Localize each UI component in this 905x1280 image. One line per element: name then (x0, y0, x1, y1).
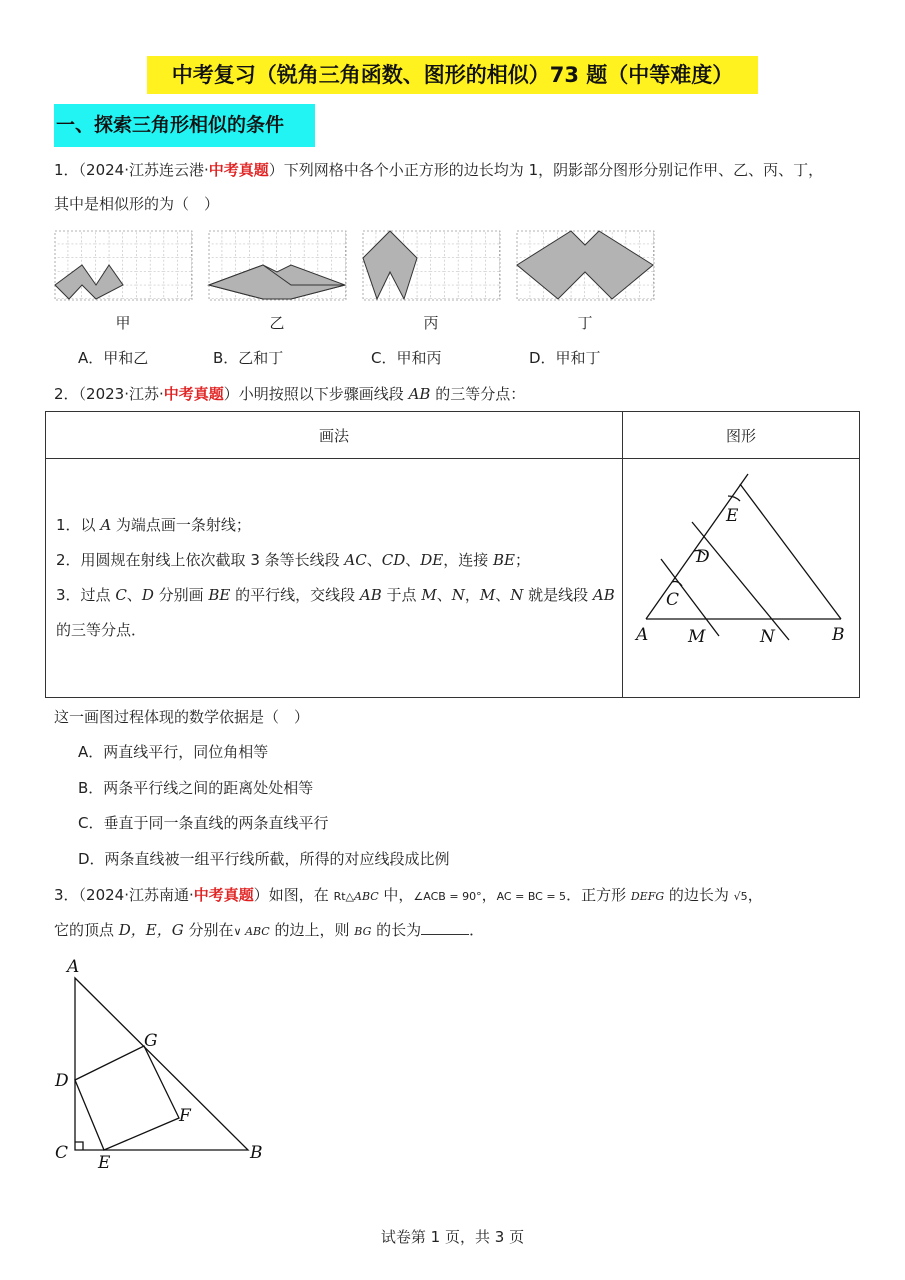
q2-step3-cont: 的三等分点． (56, 621, 147, 639)
point-n: N (760, 627, 775, 647)
figure-label-ding: 丁 (577, 314, 593, 332)
point-f: F (179, 1106, 191, 1126)
q2-step2: 2．用圆规在射线上依次截取 3 条等长线段 AC、CD、DE，连接 BE； (56, 551, 531, 569)
q2-header-method: 画法 (46, 412, 623, 459)
parallel-through-d (692, 522, 789, 640)
figure-jia (55, 231, 192, 300)
q2-option-a: A．两直线平行，同位角相等 (78, 743, 269, 761)
q1-grid-figures (54, 230, 659, 305)
q2-option-c: C．垂直于同一条直线的两条直线平行 (78, 814, 329, 832)
point-b: B (250, 1143, 263, 1163)
figure-label-jia: 甲 (115, 314, 131, 332)
q1-option-a: A．甲和乙 (78, 349, 149, 367)
point-b: B (832, 625, 845, 645)
q3-line2: 它的顶点 D，E，G 分别在∨ ABC 的边上，则 BG 的长为 ． (54, 921, 485, 939)
point-a: A (67, 957, 80, 977)
q2-step3: 3．过点 C、D 分别画 BE 的平行线，交线段 AB 于点 M、N，M、N 就是线段 AB (56, 586, 615, 604)
point-m: M (688, 627, 706, 647)
q2-step1: 1．以 A 为端点画一条射线； (56, 516, 251, 534)
point-d: D (55, 1071, 69, 1091)
figure-bing (363, 231, 500, 300)
point-a: A (636, 625, 649, 645)
point-g: G (144, 1031, 158, 1051)
section-heading: 一、探索三角形相似的条件 (54, 104, 315, 147)
q3-square-figure (50, 955, 275, 1175)
q2-question: 这一画图过程体现的数学依据是（ ） (54, 708, 310, 726)
right-angle-mark (75, 1142, 83, 1150)
figure-yi (209, 231, 346, 300)
q2-line1: 2．（2023·江苏·中考真题）小明按照以下步骤画线段 AB 的三等分点： (54, 385, 526, 403)
triangle-abc (75, 978, 248, 1150)
figure-ding (517, 231, 654, 300)
q1-option-d: D．甲和丁 (529, 349, 601, 367)
q1-tag: 中考真题 (208, 161, 269, 179)
figure-label-bing: 丙 (423, 314, 439, 332)
q3-line1: 3．（2024·江苏南通·中考真题）如图，在 Rt△ABC 中，∠ACB = 90°，AC = BC = 5．正方形 DEFG 的边长为 √5， (54, 886, 763, 904)
square-defg (75, 1046, 179, 1150)
figure-label-yi: 乙 (269, 314, 285, 332)
q2-option-d: D．两条直线被一组平行线所截，所得的对应线段成比例 (78, 850, 450, 868)
point-d: D (696, 547, 710, 567)
q2-steps (46, 459, 623, 698)
point-c: C (55, 1143, 69, 1163)
q1-option-b: B．乙和丁 (213, 349, 284, 367)
point-e: E (98, 1153, 111, 1173)
q2-option-b: B．两条平行线之间的距离处处相等 (78, 779, 314, 797)
q2-tag: 中考真题 (163, 385, 224, 403)
answer-blank[interactable] (421, 920, 469, 935)
q1-line1: 1．（2024·江苏连云港·中考真题）下列网格中各个小正方形的边长均为 1，阴影部分图形分别记作甲、乙、丙、丁， (54, 161, 824, 179)
q3-tag: 中考真题 (193, 886, 254, 904)
q1-option-c: C．甲和丙 (371, 349, 442, 367)
q2-trisection-figure (624, 460, 859, 696)
page-title: 中考复习（锐角三角函数、图形的相似）73 题（中等难度） (147, 56, 758, 94)
point-c: C (666, 590, 680, 610)
page-footer: 试卷第 1 页，共 3 页 (380, 1228, 525, 1246)
point-e: E (726, 506, 739, 526)
q2-header-figure: 图形 (623, 412, 860, 459)
q1-line2: 其中是相似形的为（ ） (54, 195, 220, 213)
